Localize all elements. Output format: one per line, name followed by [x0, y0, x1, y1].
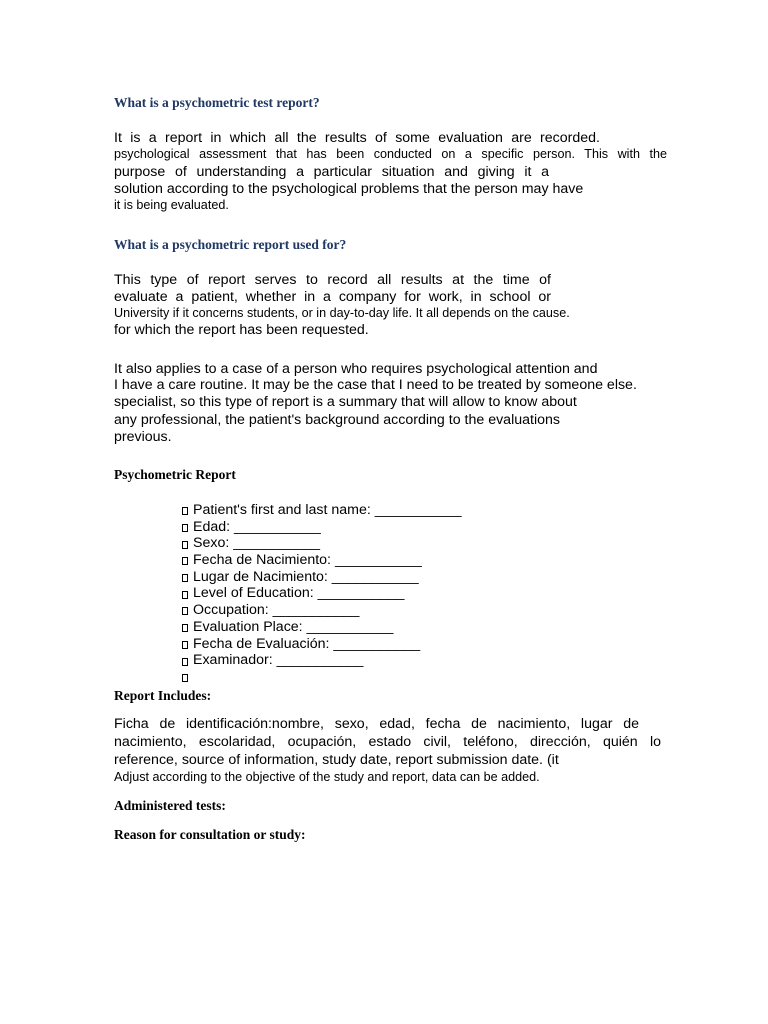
paragraph-line: solution according to the psychological problems that the person may have [114, 181, 584, 197]
form-field-evaluation-place [182, 619, 462, 636]
checkbox-icon [182, 658, 188, 666]
form-field-label: Sexo: ___________ [193, 535, 321, 552]
paragraph-line: I have a care routine. It may be the case that I need to be treated by someone else. [114, 377, 637, 393]
form-field-sex [182, 535, 462, 552]
paragraph-line: it is being evaluated. [114, 198, 229, 212]
checkbox-icon [182, 574, 188, 582]
heading-administered-tests: Administered tests: [114, 798, 226, 813]
checkbox-icon [182, 641, 188, 649]
checkbox-icon [182, 557, 188, 565]
heading-psychometric-report: Psychometric Report [114, 467, 236, 482]
form-field-list [182, 502, 462, 686]
form-field-label: Level of Education: ___________ [193, 585, 405, 602]
paragraph-line: previous. [114, 429, 172, 445]
heading-report-includes: Report Includes: [114, 688, 212, 703]
heading-reason-for-consultation: Reason for consultation or study: [114, 827, 306, 842]
form-field-evaluation-date [182, 636, 462, 653]
form-field-patient-name [182, 502, 462, 519]
form-field-label: Patient's first and last name: ___________ [193, 502, 462, 518]
paragraph-line: Ficha de identificación:nombre, sexo, edad, fecha de nacimiento, lugar de [114, 716, 639, 732]
form-field-birth-date [182, 552, 462, 569]
paragraph-line: nacimiento, escolaridad, ocupación, estado civil, teléfono, dirección, quién lo [114, 734, 661, 750]
paragraph-line: purpose of understanding a particular situation and giving it a [114, 164, 549, 180]
checkbox-icon [182, 507, 188, 515]
form-field-label: Evaluation Place: ___________ [193, 618, 394, 635]
paragraph-line: It is a report in which all the results of some evaluation are recorded. [114, 130, 600, 146]
paragraph-line: It also applies to a case of a person who requires psychological attention and [114, 361, 598, 377]
paragraph-line: reference, source of information, study date, report submission date. (it [114, 752, 559, 768]
checkbox-icon [182, 624, 188, 632]
form-field-label: Examinador: ___________ [193, 652, 364, 669]
paragraph-line: any professional, the patient's background according to the evaluations [114, 412, 560, 428]
paragraph-line: specialist, so this type of report is a summary that will allow to know about [114, 394, 577, 410]
form-field-occupation [182, 602, 462, 619]
paragraph-line: for which the report has been requested. [114, 322, 369, 338]
form-field-label: Lugar de Nacimiento: ___________ [193, 568, 419, 585]
paragraph-line: University if it concerns students, or in day-to-day life. It all depends on the cause. [114, 306, 570, 320]
form-field-examiner [182, 652, 462, 669]
heading-used-for: What is a psychometric report used for? [114, 237, 347, 252]
checkbox-icon [182, 524, 188, 532]
checkbox-icon [182, 674, 188, 682]
checkbox-icon [182, 591, 188, 599]
form-field-label: Occupation: ___________ [193, 602, 360, 619]
form-field-birth-place [182, 569, 462, 586]
form-field-label: Edad: ___________ [193, 518, 321, 535]
form-field-age [182, 519, 462, 536]
paragraph-line: evaluate a patient, whether in a company for work, in school or [114, 289, 551, 305]
form-field-label: Fecha de Nacimiento: ___________ [193, 552, 422, 569]
form-field-education [182, 585, 462, 602]
paragraph-line: Adjust according to the objective of the study and report, data can be added. [114, 770, 540, 784]
heading-what-is-report: What is a psychometric test report? [114, 95, 320, 110]
form-field-empty [182, 669, 462, 686]
form-field-label: Fecha de Evaluación: ___________ [193, 635, 421, 652]
checkbox-icon [182, 541, 188, 549]
paragraph-line: psychological assessment that has been conducted on a specific person. This with the [114, 147, 667, 161]
paragraph-line: This type of report serves to record all results at the time of [114, 272, 551, 288]
checkbox-icon [182, 607, 188, 615]
